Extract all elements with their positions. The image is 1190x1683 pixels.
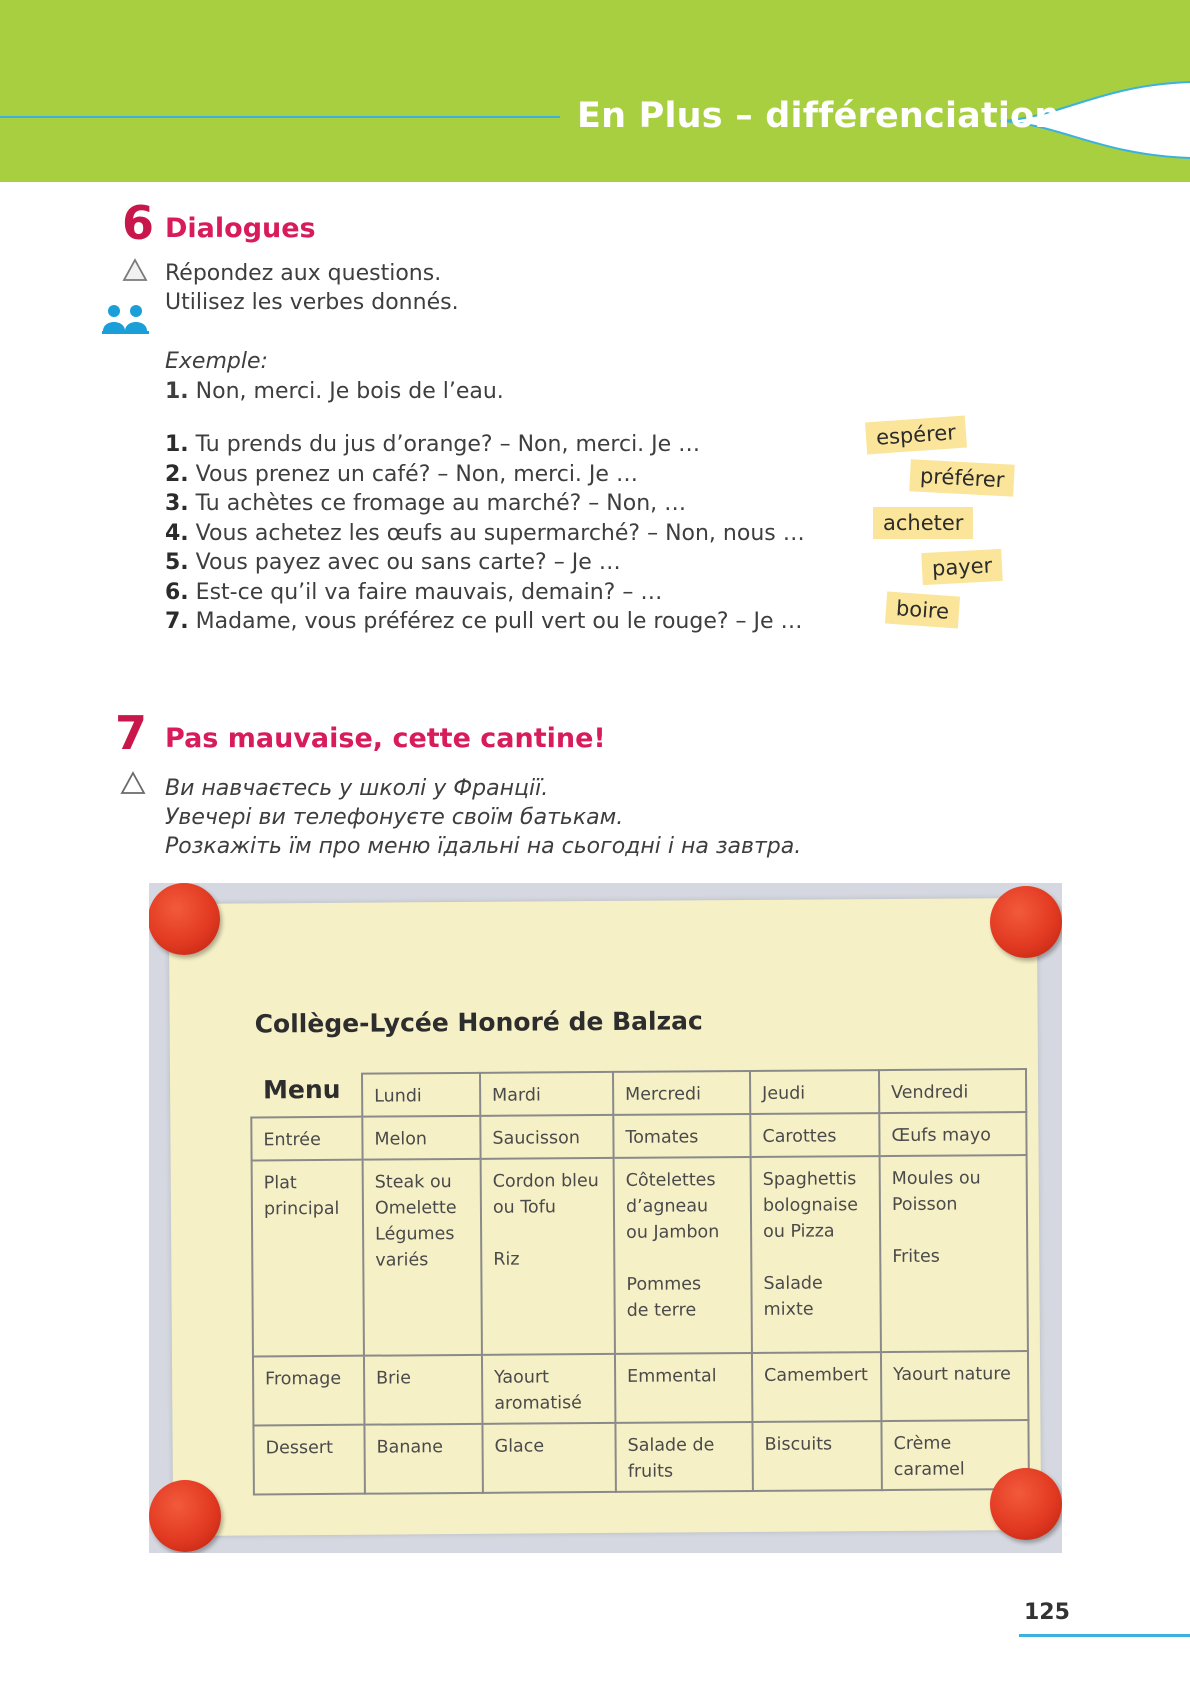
table-row <box>253 1351 1028 1425</box>
table-cell: Yaourt aromatisé <box>482 1354 615 1424</box>
table-cell: Steak ou Omelette Légumes variés <box>363 1159 482 1356</box>
table-cell: Biscuits <box>752 1421 881 1491</box>
table-cell: Côtelettes d’agneau ou Jambon Pommes de terre <box>614 1157 752 1354</box>
day-header: Jeudi <box>750 1070 879 1114</box>
table-header-row <box>251 1069 1026 1117</box>
table-cell: Cordon bleu ou Tofu Riz <box>481 1158 615 1355</box>
example-label: Exemple: <box>165 349 268 374</box>
question-text: Tu prends du jus d’orange? – Non, merci. Je … <box>195 432 701 457</box>
table-cell: Tomates <box>613 1114 750 1158</box>
exercise-7-number: 7 <box>115 706 148 760</box>
question-item <box>165 489 805 519</box>
instruction-line-1: Répondez aux questions. <box>165 261 442 286</box>
question-text: Tu achètes ce fromage au marché? – Non, … <box>195 491 687 516</box>
example-number: 1. <box>165 379 189 404</box>
day-header: Mercredi <box>613 1071 750 1115</box>
question-item <box>165 460 805 490</box>
verb-tag-preferer: préférer <box>909 459 1015 496</box>
cantine-menu-photo <box>149 883 1062 1553</box>
page-number-underline <box>1019 1634 1190 1637</box>
table-cell: Melon <box>362 1116 480 1160</box>
table-cell: Spaghettis bolognaise ou Pizza Salade mixte <box>751 1156 881 1353</box>
example-text: Non, merci. Je bois de l’eau. <box>195 379 504 404</box>
menu-table <box>250 1068 1030 1495</box>
table-cell: Œufs mayo <box>879 1112 1026 1156</box>
difficulty-triangle-icon <box>122 258 148 282</box>
question-number: 2. <box>165 461 189 487</box>
page-header <box>0 0 1190 182</box>
table-cell: Glace <box>482 1423 615 1493</box>
header-wave-decoration <box>0 0 1190 182</box>
question-number: 1. <box>165 432 189 457</box>
table-cell: Brie <box>364 1355 482 1425</box>
question-item <box>165 578 805 608</box>
exercise-7-title: Pas mauvaise, cette cantine! <box>165 723 606 754</box>
exercise-6-title: Dialogues <box>165 213 316 244</box>
pair-work-icon <box>100 303 152 337</box>
table-cell: Moules ou Poisson Frites <box>880 1155 1028 1352</box>
red-magnet <box>990 886 1062 958</box>
day-header: Lundi <box>362 1073 480 1117</box>
verb-tag-esperer: espérer <box>865 416 967 455</box>
question-item <box>165 607 805 637</box>
verb-tag-payer: payer <box>921 549 1003 585</box>
question-item <box>165 430 805 460</box>
menu-paper <box>169 898 1041 1536</box>
task-line-2: Увечері ви телефонуєте своїм батькам. <box>165 805 624 830</box>
question-item <box>165 548 805 578</box>
question-number: 3. <box>165 491 189 516</box>
day-header: Vendredi <box>879 1069 1026 1113</box>
row-label: Entrée <box>251 1117 362 1161</box>
menu-corner-label: Menu <box>251 1074 362 1118</box>
task-line-1: Ви навчаєтесь у школі у Франції. <box>165 776 549 801</box>
day-header: Mardi <box>480 1072 613 1116</box>
table-row <box>252 1155 1028 1356</box>
table-cell: Camembert <box>752 1352 881 1422</box>
red-magnet <box>149 1480 221 1552</box>
question-number: 7. <box>165 609 189 634</box>
verb-tag-acheter: acheter <box>873 507 973 539</box>
question-text: Est-ce qu’il va faire mauvais, demain? – … <box>195 579 663 605</box>
row-label: Plat principal <box>252 1160 364 1357</box>
page-number: 125 <box>1024 1600 1070 1625</box>
table-cell: Banane <box>364 1424 482 1494</box>
instruction-line-2: Utilisez les verbes donnés. <box>165 290 459 315</box>
table-cell: Crème caramel <box>881 1420 1028 1490</box>
question-number: 6. <box>165 579 189 605</box>
question-text: Madame, vous préférez ce pull vert ou le rouge? – Je … <box>195 609 803 634</box>
table-cell: Emmental <box>615 1353 752 1423</box>
question-number: 5. <box>165 550 189 575</box>
example-answer <box>165 377 504 406</box>
question-text: Vous achetez les œufs au supermarché? – Non, nous … <box>195 520 805 546</box>
question-text: Vous payez avec ou sans carte? – Je … <box>195 550 621 575</box>
difficulty-triangle-icon <box>120 771 146 795</box>
table-cell: Saucisson <box>480 1115 613 1159</box>
page-title: En Plus – différenciation <box>577 96 1060 136</box>
question-list <box>165 430 805 637</box>
table-cell: Salade de fruits <box>615 1422 752 1492</box>
row-label: Fromage <box>253 1356 364 1426</box>
school-name: Collège-Lycée Honoré de Balzac <box>254 1006 703 1039</box>
red-magnet <box>990 1468 1062 1540</box>
question-number: 4. <box>165 520 189 546</box>
question-text: Vous prenez un café? – Non, merci. Je … <box>195 461 638 487</box>
row-label: Dessert <box>253 1425 364 1495</box>
red-magnet <box>149 883 220 955</box>
task-line-3: Розкажіть їм про меню їдальні на сьогодні і на завтра. <box>165 834 802 859</box>
table-row <box>253 1420 1028 1494</box>
table-cell: Yaourt nature <box>881 1351 1028 1421</box>
question-item <box>165 519 805 549</box>
exercise-6-number: 6 <box>122 196 155 250</box>
verb-tag-boire: boire <box>885 591 960 628</box>
table-cell: Carottes <box>750 1113 879 1157</box>
table-row <box>251 1112 1026 1160</box>
